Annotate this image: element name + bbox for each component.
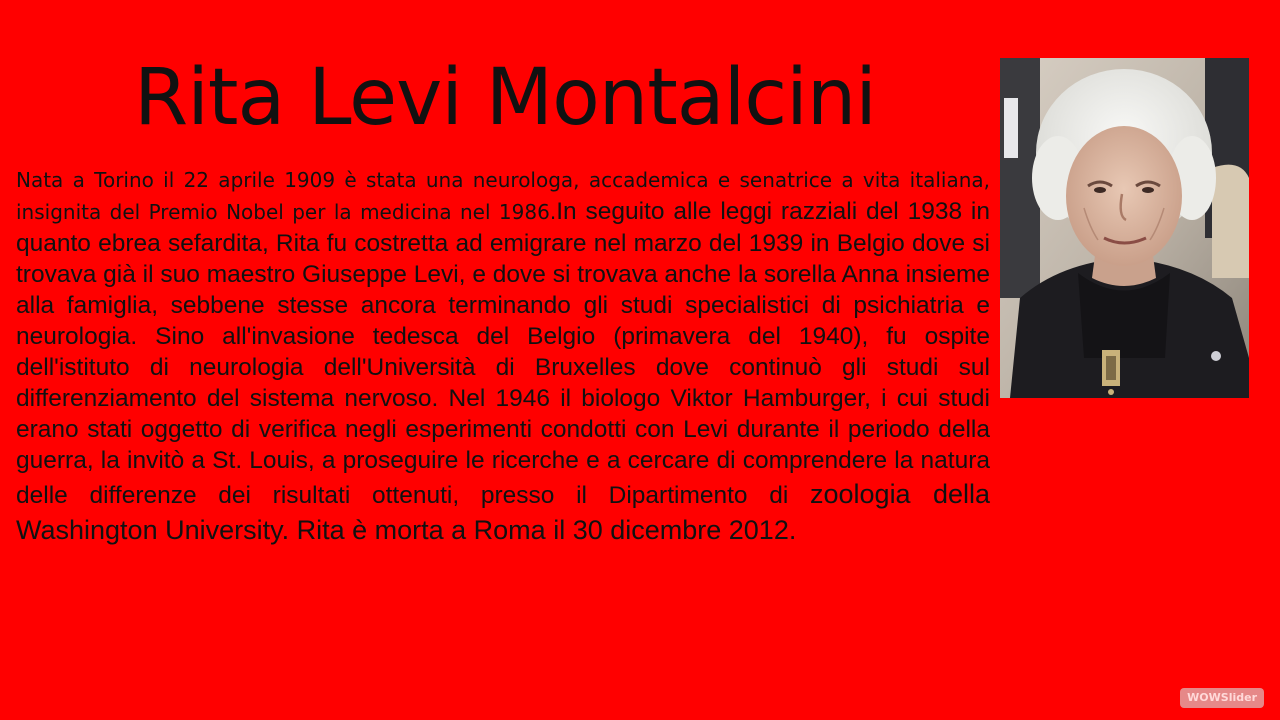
body-text-end: zoologia della Washington University. Rita è morta a Roma il 30 dicembre 2012. — [16, 479, 991, 545]
body-text-main: In seguito alle leggi razziali del 1938 in quanto ebrea sefardita, Rita fu costretta ad emigrare nel marzo del 1939 in Belgio dove si trovava già il suo maestro Giuseppe Levi, e dove si trovava anche la sorella Anna insieme alla famiglia, sebbene stesse ancora terminando gli studi specialistici di psichiatria e neurologia. Sino all'invasione tedesca del Belgio (primavera del 1940), fu ospite dell'istituto di neurologia dell'Università di Bruxelles dove continuò gli studi sul differenziamento del sistema nervoso. Nel 1946 il biologo Viktor Hamburger, i cui studi erano stati oggetto di verifica negli esperimenti condotti con Levi durante il periodo della guerra, la invitò a St. Louis, a proseguire le ricerche e a cercare di comprendere la natura delle differenze dei risultati ottenuti, presso il Dipartimento di — [16, 198, 990, 509]
slide-body-text — [16, 164, 990, 548]
slide-title: Rita Levi Montalcini — [134, 53, 876, 143]
wowslider-watermark[interactable]: WOWSlider — [1180, 688, 1264, 708]
body-text-intro: Nata a Torino il 22 aprile 1909 è stata una neurologa, accademica e senatrice a vita italiana, insignita del Premio Nobel per la medicina nel 1986. — [16, 168, 990, 224]
portrait-photo-icon — [1000, 58, 1249, 398]
portrait-photo — [1000, 58, 1249, 398]
